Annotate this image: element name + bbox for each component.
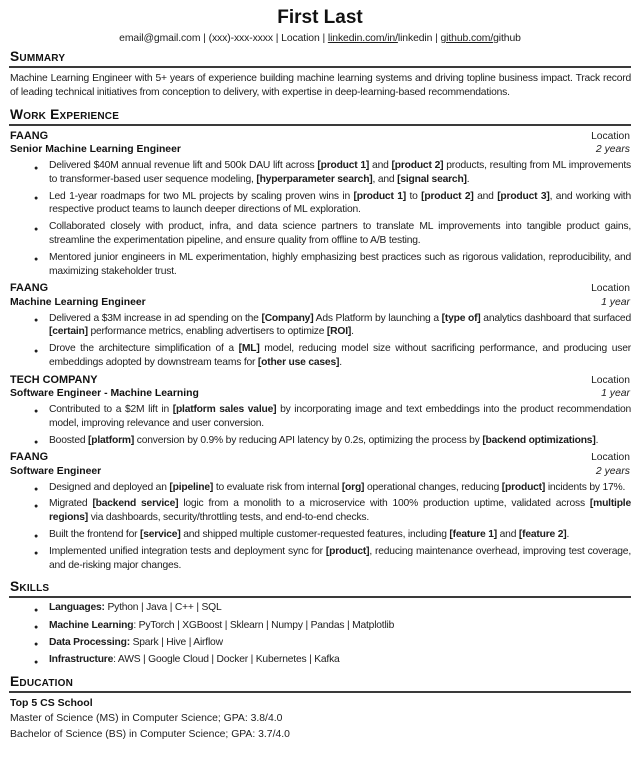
skill-item: ● Infrastructure: AWS | Google Cloud | Docker | Kubernetes | Kafka (33, 653, 631, 667)
location-text: Location (281, 33, 320, 44)
degree-line: Bachelor of Science (BS) in Computer Science; GPA: 3.7/4.0 (10, 728, 290, 740)
job-title: Software Engineer (10, 465, 102, 477)
jobs-list (9, 130, 631, 572)
education-heading: Education (9, 674, 631, 693)
bullet-item: ● Delivered $40M annual revenue lift and 500k DAU lift across [product 1] and [product 2] products, resulting from ML improvements to transformer-based user sequence modeling, [hyperparameter search], and [signal search]. (33, 159, 631, 187)
linkedin-username[interactable]: linkedin (397, 33, 433, 44)
company-name: TECH COMPANY (10, 373, 98, 386)
degrees-list (9, 711, 631, 742)
job-subheader-row (9, 143, 631, 157)
job-location: Location (591, 130, 630, 142)
job-bullets-list (9, 481, 631, 573)
bullet-item: ● Designed and deployed an [pipeline] to evaluate risk from internal [org] operational changes, reducing [product] incidents by 17%. (33, 481, 631, 495)
work-experience-heading: Work Experience (9, 107, 631, 126)
job-entry (9, 374, 631, 448)
job-entry (9, 130, 631, 279)
job-subheader-row (9, 465, 631, 479)
summary-heading: Summary (9, 49, 631, 68)
bullet-item: ● Collaborated closely with product, infra, and data science partners to translate ML improvements into tangible product gains, streamline the experimentation pipeline, and ensure quality from offline to A/B testing. (33, 220, 631, 248)
company-name: FAANG (10, 129, 49, 142)
phone-text: (xxx)-xxx-xxxx (208, 33, 273, 44)
contact-line: email@gmail.com | (xxx)-xxx-xxxx | Location | linkedin.com/in/linkedin | github.com/github (119, 33, 521, 44)
job-header-row (9, 451, 631, 465)
job-subheader-row (9, 387, 631, 401)
job-subheader-row (9, 296, 631, 310)
job-bullets-list (9, 403, 631, 447)
skill-item: ● Data Processing: Spark | Hive | Airflow (33, 636, 631, 650)
job-location: Location (591, 374, 630, 386)
job-location: Location (591, 452, 630, 464)
job-title: Machine Learning Engineer (10, 296, 146, 308)
work-experience-section (9, 107, 631, 572)
bullet-item: ● Contributed to a $2M lift in [platform sales value] by incorporating image and text embeddings into the product recommendation model, improving relevance and user conversion. (33, 403, 631, 431)
degree-line: Master of Science (MS) in Computer Science; GPA: 3.8/4.0 (10, 712, 283, 724)
bullet-item: ● Migrated [backend service] logic from a monolith to a microservice with 100% production uptime, validated across [multiple regions] via dashboards, security/throttling tests, and end-to-end checks. (33, 497, 631, 525)
job-title: Software Engineer - Machine Learning (10, 388, 199, 400)
job-duration: 2 years (595, 465, 630, 477)
skill-item: ● Languages: Python | Java | C++ | SQL (33, 601, 631, 615)
bullet-item: ● Boosted [platform] conversion by 0.9% by reducing API latency by 0.2s, optimizing the process by [backend optimizations]. (33, 434, 631, 448)
skills-list (9, 601, 631, 667)
skill-item: ● Machine Learning: PyTorch | XGBoost | Sklearn | Numpy | Pandas | Matplotlib (33, 619, 631, 633)
email-text: email@gmail.com (119, 33, 201, 44)
company-name: FAANG (10, 282, 49, 295)
bullet-item: ● Led 1-year roadmaps for two ML projects by scaling proven wins in [product 1] to [product 2] and [product 3], and working with respective product teams to launch deeper directions of ML exploration. (33, 190, 631, 218)
job-bullets-list (9, 312, 631, 370)
bullet-item: ● Implemented unified integration tests and deployment sync for [product], reducing maintenance overhead, improving test coverage, and de-risking major changes. (33, 545, 631, 573)
bullet-item: ● Drove the architecture simplification of a [ML] model, reducing model size without sacrificing performance, and producing user embeddings adopted by downstream teams for [other use cases]. (33, 342, 631, 370)
bullet-item: ● Mentored junior engineers in ML experimentation, highly emphasizing best practices such as rigorous validation, reproducibility, and maximizing stakeholder trust. (33, 251, 631, 279)
job-entry (9, 282, 631, 369)
summary-text: Machine Learning Engineer with 5+ years of experience building machine learning systems and driving topline business impact. Track record of leading technical initiatives from conception to delivery, with expertise in deep-learning-based recommendations. (10, 73, 631, 98)
job-duration: 1 year (601, 296, 630, 308)
bullet-item: ● Delivered a $3M increase in ad spending on the [Company] Ads Platform by launching a [type of] analytics dashboard that surfaced [certain] performance metrics, enabling advertisers to optimize [ROI]. (33, 312, 631, 340)
job-header-row (9, 130, 631, 144)
skills-heading: Skills (9, 579, 631, 598)
education-section (9, 674, 631, 742)
job-title: Senior Machine Learning Engineer (10, 144, 181, 156)
school-name: Top 5 CS School (10, 696, 93, 709)
summary-section (9, 49, 631, 100)
github-username[interactable]: github (493, 33, 521, 44)
bullet-item: ● Built the frontend for [service] and shipped multiple customer-requested features, including [feature 1] and [feature 2]. (33, 528, 631, 542)
job-header-row (9, 374, 631, 388)
job-location: Location (591, 283, 630, 295)
company-name: FAANG (10, 451, 49, 464)
job-header-row (9, 282, 631, 296)
skills-section (9, 579, 631, 667)
github-link[interactable]: github.com/ (440, 33, 494, 44)
job-entry (9, 451, 631, 572)
job-duration: 2 years (595, 144, 630, 156)
job-duration: 1 year (601, 388, 630, 400)
job-bullets-list (9, 159, 631, 278)
name-heading: First Last (277, 7, 363, 28)
linkedin-link[interactable]: linkedin.com/in/ (327, 33, 398, 44)
